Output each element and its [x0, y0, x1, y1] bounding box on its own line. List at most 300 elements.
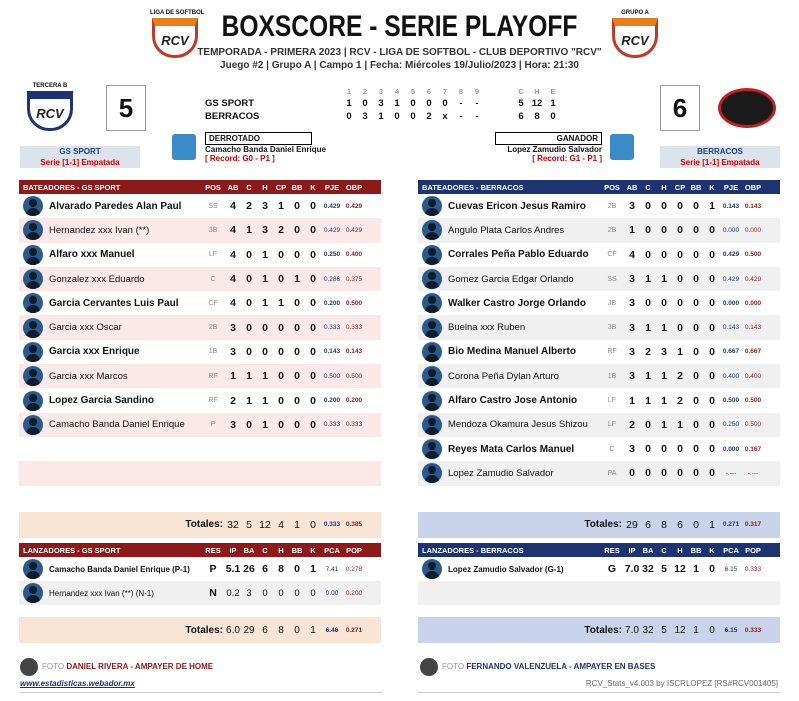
total-stat: 12: [674, 624, 686, 636]
total-stat: 6: [645, 518, 651, 531]
total-pca: 6.46: [325, 626, 339, 634]
stat: 0: [262, 321, 268, 334]
obp: 0.000: [744, 226, 762, 234]
position: P: [210, 421, 216, 429]
stat: 0: [294, 345, 300, 358]
linescore: 1 2 3 4 5 6 7 8 9 C H E GS SPORT 1 0 3 1 0 0 0 - - 5 12 1 BERRACOS 0 3 1 0 0 2 x - - 6 8 0: [205, 86, 561, 124]
pje: 0.333: [323, 421, 341, 429]
stat: 1: [677, 418, 683, 431]
pje: 0.143: [323, 348, 341, 356]
stat: 0: [709, 248, 715, 261]
linescore-team: BERRACOS: [205, 111, 260, 122]
bases-umpire: FOTO FERNANDO VALENZUELA - AMPAYER EN BASES: [420, 658, 655, 676]
stat: 0: [709, 321, 715, 334]
pitching-table-away: [418, 543, 780, 643]
obp: 0.500: [744, 397, 762, 405]
stat: 8: [278, 563, 284, 575]
player-name[interactable]: Garcia Cervantes Luis Paul: [49, 297, 179, 309]
column-header: IP: [229, 545, 237, 555]
column-header: AB: [227, 182, 239, 192]
stat: 0: [693, 200, 699, 213]
linescore-e: 0: [550, 111, 556, 122]
stat: 0: [693, 443, 699, 456]
page-title: BOXSCORE - SERIE PLAYOFF: [221, 10, 578, 43]
pje: 0.400: [722, 372, 740, 380]
stat: 0: [294, 200, 300, 213]
stat: 3: [629, 443, 635, 456]
stat: 3: [262, 224, 268, 237]
divider-left: [20, 692, 382, 693]
column-header: BA: [642, 545, 654, 555]
column-header: BB: [291, 545, 303, 555]
away-score: 6: [660, 85, 700, 131]
pje: 0.200: [323, 299, 341, 307]
player-name[interactable]: Camacho Banda Daniel Enrique: [49, 419, 185, 431]
player-name[interactable]: Hernandez xxx Ivan (**): [49, 224, 150, 236]
result: P: [209, 563, 217, 575]
table-row[interactable]: [418, 364, 780, 388]
inning-header: 3: [378, 87, 384, 96]
stat: 0: [294, 297, 300, 310]
stat: 1: [693, 563, 699, 575]
stat: 1: [262, 297, 268, 310]
player-name[interactable]: Corona Peña Dylan Arturo: [448, 370, 559, 382]
pitcher-row[interactable]: [418, 557, 780, 581]
stat: 0: [278, 587, 284, 599]
pitcher-row[interactable]: [19, 581, 381, 605]
stat: 0: [661, 467, 667, 480]
table-row[interactable]: [418, 413, 780, 437]
total-stat: 32: [227, 518, 239, 531]
total-stat: 29: [626, 518, 638, 531]
linescore-inning: 1: [394, 98, 400, 109]
stat: 2: [246, 200, 252, 213]
column-header: K: [310, 545, 316, 555]
inning-header: 8: [458, 87, 464, 96]
table-title: BATEADORES - GS SPORT: [23, 182, 121, 192]
stat: 1: [262, 273, 268, 286]
table-row[interactable]: [418, 194, 780, 218]
stat: 0: [677, 467, 683, 480]
table-row[interactable]: [19, 194, 381, 218]
position: SS: [208, 202, 218, 210]
batting-table-away: [418, 180, 780, 538]
stat: 0: [645, 467, 651, 480]
table-row[interactable]: [418, 267, 780, 291]
column-header: H: [262, 182, 268, 192]
table-title: BATEADORES - BERRACOS: [422, 182, 524, 192]
stat: 1: [645, 321, 651, 334]
stat: 0: [310, 587, 316, 599]
stat: 0: [246, 418, 252, 431]
pje: 0.250: [323, 251, 341, 259]
stat: 0: [310, 297, 316, 310]
column-header: OBP: [345, 182, 363, 192]
stat: 3: [629, 345, 635, 358]
stat: 0: [677, 248, 683, 261]
obp: 0.500: [744, 421, 762, 429]
game-info: Juego #2 | Grupo A | Campo 1 | Fecha: Miércoles 19/Julio/2023 | Hora: 21:30: [220, 60, 579, 71]
player-name[interactable]: Garcia xxx Enrique: [49, 346, 140, 358]
position: JB: [607, 299, 617, 307]
total-stat: 6: [677, 518, 683, 531]
stat: 26: [243, 563, 255, 575]
pop: 0.200: [345, 589, 363, 597]
pje: 0.333: [323, 324, 341, 332]
stat: 1: [661, 370, 667, 383]
stat: 0: [693, 297, 699, 310]
winner-decision: GANADOR Lopez Zamudio Salvador [ Record: G1 - P1 ]: [495, 132, 602, 163]
stat: 3: [629, 200, 635, 213]
stat: 6: [262, 563, 268, 575]
stat: 0: [262, 345, 268, 358]
stat: 1: [661, 273, 667, 286]
total-stat: 29: [243, 624, 255, 636]
group-logo: GRUPO A RCV: [610, 10, 660, 58]
stat: 3: [230, 345, 236, 358]
stat: 0: [693, 224, 699, 237]
stat: 0: [693, 321, 699, 334]
stat: 0: [645, 200, 651, 213]
player-avatar-icon: [422, 293, 442, 313]
player-name[interactable]: Buelna xxx Ruben: [448, 322, 526, 334]
obp: 0.400: [744, 372, 762, 380]
table-row[interactable]: [19, 388, 381, 412]
column-header: BA: [243, 545, 255, 555]
column-header: H: [661, 182, 667, 192]
player-name[interactable]: Lopez Garcia Sandino: [49, 395, 155, 407]
stat: 0: [310, 370, 316, 383]
player-avatar-icon: [23, 269, 43, 289]
player-name[interactable]: Gomez Garcia Edgar Orlando: [448, 273, 574, 285]
player-avatar-icon: [23, 559, 43, 579]
stat: 0: [693, 394, 699, 407]
linescore-inning: 1: [378, 111, 384, 122]
loser-decision: DERROTADO Camacho Banda Daniel Enrique [ Record: G0 - P1 ]: [205, 134, 326, 163]
pitcher-name[interactable]: Lopez Zamudio Salvador (G-1): [448, 564, 564, 574]
player-avatar-icon: [23, 245, 43, 265]
stat: 3: [661, 345, 667, 358]
stat: 0: [709, 224, 715, 237]
player-name[interactable]: Bio Medina Manuel Alberto: [448, 346, 576, 358]
player-avatar-icon: [422, 269, 442, 289]
column-header: POS: [205, 182, 221, 192]
player-avatar-icon: [422, 559, 442, 579]
pop: 0.333: [744, 565, 762, 573]
stat: 0: [693, 370, 699, 383]
linescore-row: [205, 111, 561, 124]
stat: 0: [278, 321, 284, 334]
total-stat: 4: [278, 518, 284, 531]
column-header: RES: [205, 545, 221, 555]
total-stat: 5: [246, 518, 252, 531]
stat: 0: [709, 345, 715, 358]
stat: 0: [661, 297, 667, 310]
stat: 0: [310, 418, 316, 431]
column-header: BB: [291, 182, 303, 192]
player-name[interactable]: Gonzalez xxx Eduardo: [49, 273, 145, 285]
stat: 0: [246, 297, 252, 310]
player-avatar-icon: [422, 439, 442, 459]
player-name[interactable]: Alvarado Paredes Alan Paul: [49, 200, 182, 212]
obp: 0.500: [345, 372, 363, 380]
stat: 5: [661, 563, 667, 575]
player-name[interactable]: Mendoza Okamura Jesus Shizou: [448, 419, 588, 431]
linescore-inning: 0: [410, 111, 416, 122]
stat: 0: [294, 224, 300, 237]
stat: 4: [629, 248, 635, 261]
linescore-inning: 3: [378, 98, 384, 109]
total-stat: 8: [661, 518, 667, 531]
total-obp: 0.385: [345, 521, 363, 529]
table-row[interactable]: [19, 413, 381, 437]
stat: 1: [262, 418, 268, 431]
column-header: POP: [745, 545, 761, 555]
stat: 0: [661, 224, 667, 237]
totals-label: Totales:: [185, 624, 223, 636]
stat: 3: [629, 370, 635, 383]
totals-label: Totales:: [584, 624, 622, 636]
linescore-inning: 0: [394, 111, 400, 122]
stat: 0: [294, 321, 300, 334]
pje: 0.143: [722, 202, 740, 210]
stat: 3: [230, 321, 236, 334]
column-header: K: [310, 182, 316, 192]
table-row[interactable]: [418, 291, 780, 315]
pje: 0.667: [722, 348, 740, 356]
player-name[interactable]: Angulo Plata Carlos Andres: [448, 224, 565, 236]
table-row[interactable]: [418, 340, 780, 364]
obp: 0.429: [345, 226, 363, 234]
empty-row: [418, 581, 780, 605]
player-name[interactable]: Lopez Zamudio Salvador: [448, 467, 554, 479]
stat: 3: [246, 587, 252, 599]
pitcher-row[interactable]: [19, 557, 381, 581]
stat: 0: [677, 273, 683, 286]
obp: 0.000: [744, 299, 762, 307]
totals-label: Totales:: [584, 519, 622, 531]
column-header: BB: [690, 182, 702, 192]
stat: 4: [230, 200, 236, 213]
linescore-inning: 1: [346, 98, 352, 109]
total-stat: 1: [693, 624, 699, 636]
stat: 1: [645, 273, 651, 286]
linescore-inning: -: [459, 111, 463, 122]
inning-header: 1: [346, 87, 352, 96]
table-row[interactable]: [19, 340, 381, 364]
position: LF: [208, 251, 218, 259]
obp: 0.333: [345, 421, 363, 429]
linescore-e: 1: [550, 98, 556, 109]
stat: 0: [645, 418, 651, 431]
spacer: [19, 605, 381, 617]
table-row[interactable]: [19, 364, 381, 388]
league-logo: LIGA DE SOFTBOL RCV: [150, 10, 200, 58]
pje: 0.429: [722, 275, 740, 283]
umpire-bases-photo: [420, 658, 438, 676]
player-avatar-icon: [422, 318, 442, 338]
linescore-inning: 3: [362, 111, 368, 122]
column-header: PCA: [723, 545, 739, 555]
linescore-h: 8: [534, 111, 540, 122]
position: LF: [607, 421, 617, 429]
pje: 0.250: [722, 421, 740, 429]
table-row[interactable]: [19, 218, 381, 242]
stat: 1: [629, 394, 635, 407]
total-stat: 12: [259, 518, 271, 531]
player-avatar-icon: [23, 196, 43, 216]
position: RF: [607, 348, 617, 356]
player-avatar-icon: [422, 415, 442, 435]
stat: 0: [709, 297, 715, 310]
stat: 2: [230, 394, 236, 407]
linescore-inning: x: [442, 111, 448, 122]
pitching-table-home: [19, 543, 381, 643]
player-avatar-icon: [422, 220, 442, 240]
table-row[interactable]: [418, 461, 780, 485]
stat: 2: [677, 370, 683, 383]
table-row[interactable]: [19, 243, 381, 267]
column-header: C: [661, 545, 667, 555]
stat: 0: [310, 345, 316, 358]
home-umpire: FOTO DANIEL RIVERA - AMPAYER DE HOME: [20, 658, 213, 676]
totals-label: Totales:: [185, 519, 223, 531]
stat: 0: [310, 273, 316, 286]
stat: 2: [629, 418, 635, 431]
stat: 0: [278, 248, 284, 261]
player-name[interactable]: Walker Castro Jorge Orlando: [448, 297, 586, 309]
player-avatar-icon: [23, 583, 43, 603]
position: C: [609, 445, 615, 453]
pje: 0.000: [722, 299, 740, 307]
obp: 0.143: [744, 324, 762, 332]
stat: 3: [629, 297, 635, 310]
home-team-box: GS SPORT Serie [1-1] Empatada: [20, 146, 140, 168]
linescore-inning: 0: [362, 98, 368, 109]
position: 3B: [607, 324, 617, 332]
position: CF: [208, 299, 218, 307]
website-link[interactable]: www.estadisticas.webador.mx: [20, 679, 135, 688]
position: SS: [607, 275, 617, 283]
linescore-inning: -: [475, 98, 479, 109]
stat: 1: [246, 224, 252, 237]
empty-row: [19, 461, 381, 485]
player-avatar-icon: [422, 196, 442, 216]
inning-header: 6: [426, 87, 432, 96]
stat: 1: [661, 418, 667, 431]
obp: 0.667: [744, 348, 762, 356]
stat: 7.0: [624, 563, 640, 575]
stat: 5.1: [225, 563, 241, 575]
stat: 3: [629, 273, 635, 286]
stat: 0: [709, 370, 715, 383]
player-name[interactable]: Corrales Peña Pablo Eduardo: [448, 249, 589, 261]
total-stat: 32: [642, 624, 654, 636]
player-avatar-icon: [422, 342, 442, 362]
stat: 3: [262, 200, 268, 213]
stat: 4: [230, 297, 236, 310]
pca: 7.41: [325, 565, 339, 573]
stat: 2: [278, 224, 284, 237]
column-header: H: [677, 545, 683, 555]
stat: 0: [310, 248, 316, 261]
player-avatar-icon: [23, 415, 43, 435]
table-row[interactable]: [418, 437, 780, 461]
stat: 0: [294, 587, 300, 599]
obp: 0.429: [744, 275, 762, 283]
position: CF: [607, 251, 617, 259]
pitcher-name[interactable]: Camacho Banda Daniel Enrique (P-1): [49, 564, 190, 574]
position: 1B: [208, 348, 218, 356]
table-row[interactable]: [19, 315, 381, 339]
stat: 0: [645, 443, 651, 456]
stat: 12: [674, 563, 686, 575]
pje: 0.429: [323, 202, 341, 210]
player-name[interactable]: Alfaro Castro Jose Antonio: [448, 395, 578, 407]
stat: 4: [230, 248, 236, 261]
obp: 0.429: [345, 202, 363, 210]
empty-row: [19, 486, 381, 512]
pje: -.---: [725, 469, 737, 477]
player-name[interactable]: Garcia xxx Marcos: [49, 370, 128, 382]
obp: 0.400: [345, 251, 363, 259]
stat: 0: [677, 443, 683, 456]
player-name[interactable]: Cuevas Ericon Jesus Ramiro: [448, 200, 586, 212]
player-name[interactable]: Garcia xxx Oscar: [49, 322, 122, 334]
table-row[interactable]: [19, 291, 381, 315]
player-name[interactable]: Alfaro xxx Manuel: [49, 249, 135, 261]
column-header: CP: [275, 182, 287, 192]
spacer: [418, 605, 780, 617]
position: 2B: [607, 226, 617, 234]
total-pca: 6.15: [724, 626, 738, 634]
player-name[interactable]: Reyes Mata Carlos Manuel: [448, 443, 575, 455]
pje: 0.143: [722, 324, 740, 332]
stat: 0: [294, 394, 300, 407]
obp: 0.200: [345, 397, 363, 405]
table-row[interactable]: [19, 267, 381, 291]
batting-table-home: [19, 180, 381, 538]
obp: 0.500: [744, 251, 762, 259]
pitcher-name[interactable]: Hernandez xxx Ivan (**) (N-1): [49, 588, 154, 598]
stat: 0: [709, 394, 715, 407]
column-header: CP: [674, 182, 686, 192]
linescore-inning: 0: [410, 98, 416, 109]
stat: 2: [677, 394, 683, 407]
column-header: PJE: [723, 182, 739, 192]
player-avatar-icon: [422, 366, 442, 386]
stat: 1: [294, 273, 300, 286]
stat: 0: [677, 200, 683, 213]
loser-photo: [172, 134, 196, 160]
table-row[interactable]: [418, 243, 780, 267]
table-row[interactable]: [418, 388, 780, 412]
table-row[interactable]: [418, 315, 780, 339]
obp: 0.375: [345, 275, 363, 283]
position: RF: [208, 372, 218, 380]
stat: 0: [661, 248, 667, 261]
subtitle: TEMPORADA - PRIMERA 2023 | RCV - LIGA DE SOFTBOL - CLUB DEPORTIVO "RCV": [197, 47, 602, 58]
stat: 0: [278, 273, 284, 286]
stat: 0: [310, 321, 316, 334]
obp: -.---: [747, 469, 759, 477]
table-row[interactable]: [418, 218, 780, 242]
stat: 0: [709, 273, 715, 286]
stat: 3: [629, 321, 635, 334]
total-stat: 6.0: [226, 624, 240, 636]
total-pje: 0.271: [722, 521, 740, 529]
table-title: LANZADORES - BERRACOS: [422, 545, 524, 555]
